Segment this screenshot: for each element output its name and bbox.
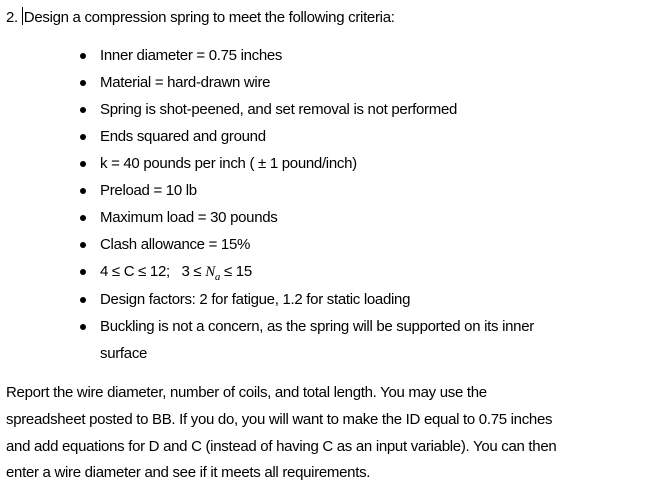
bullet-icon — [80, 80, 86, 86]
bullet-icon — [80, 134, 86, 140]
bullet-icon — [80, 269, 86, 275]
bullet-icon — [80, 242, 86, 248]
question-number: 2. — [6, 9, 18, 26]
bullet-icon — [80, 53, 86, 59]
bullet-icon — [80, 188, 86, 194]
question-title: Design a compression spring to meet the following criteria: — [23, 9, 395, 26]
paragraph-line: Report the wire diameter, number of coils, and total length. You may use the — [6, 384, 487, 401]
paragraph-line: spreadsheet posted to BB. If you do, you will want to make the ID equal to 0.75 inches — [6, 411, 553, 428]
paragraph-line: and add equations for D and C (instead of having C as an input variable). You can then — [6, 438, 557, 455]
bullet-icon — [80, 324, 86, 330]
paragraph-line: enter a wire diameter and see if it meets all requirements. — [6, 464, 371, 481]
bullet-icon — [80, 215, 86, 221]
ratio-constraints: 4 ≤ C ≤ 12; $3 \le N_a \le 15$ — [100, 263, 252, 283]
bullet-icon — [80, 297, 86, 303]
bullet-icon — [80, 161, 86, 167]
question-heading — [6, 7, 395, 28]
bullet-icon — [80, 107, 86, 113]
text-cursor — [22, 7, 23, 25]
